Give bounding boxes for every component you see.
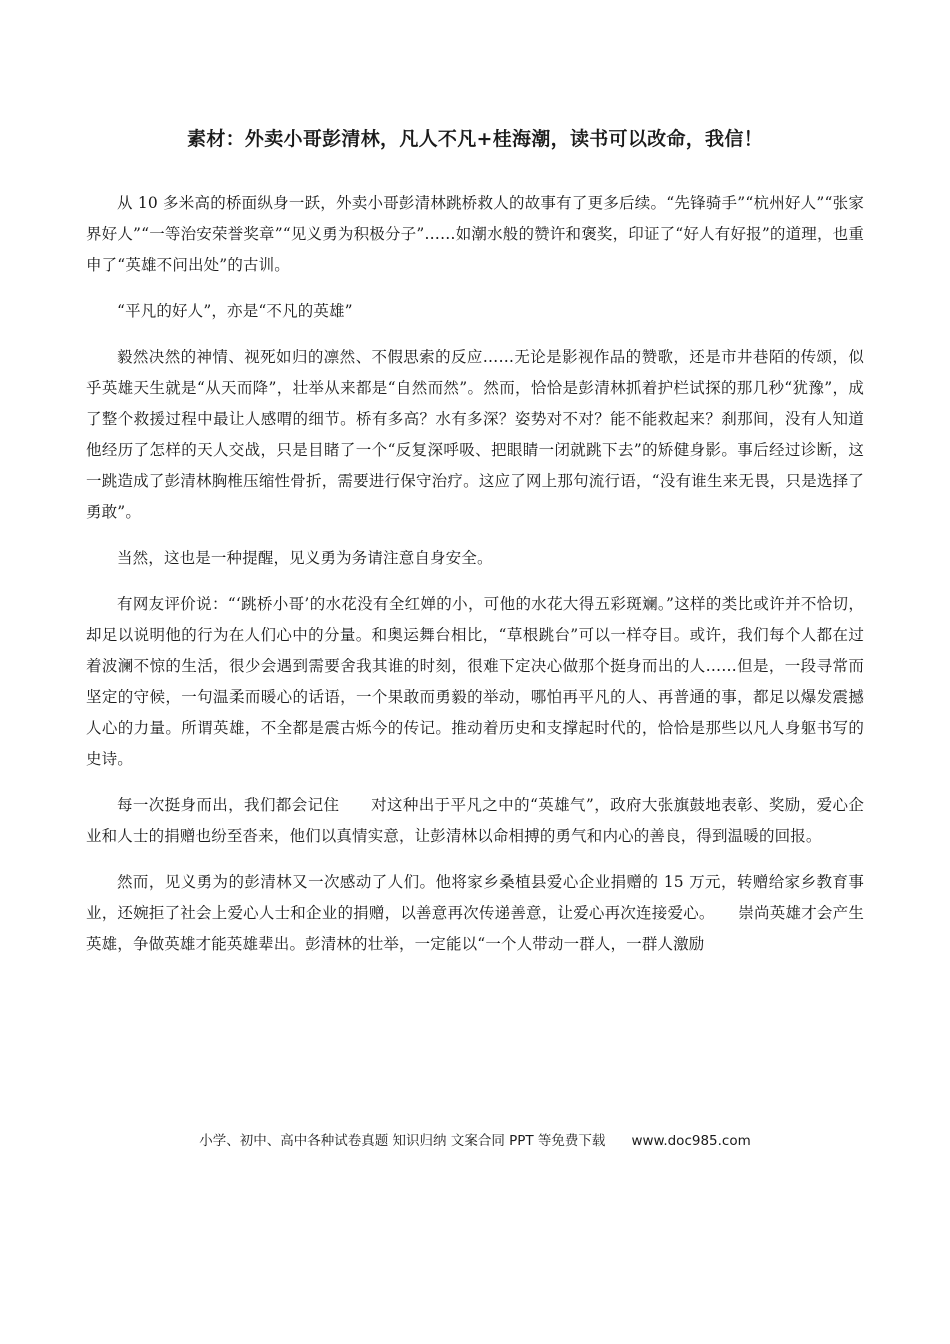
paragraph-3: 毅然决然的神情、视死如归的凛然、不假思索的反应……无论是影视作品的赞歌，还是市井巷陌的传颂，似乎英雄天生就是“从天而降”，壮举从来都是“自然而然”。然而，恰恰是彭清林抓着护栏试探的那几秒“犹豫”，成了整个救援过程中最让人感喟的细节。桥有多高？水有多深？姿势对不对？能不能救起来？刹那间，没有人知道他经历了怎样的天人交战，只是目睹了一个“反复深呼吸、把眼睛一闭就跳下去”的矫健身影。事后经过诊断，这一跳造成了彭清林胸椎压缩性骨折，需要进行保守治疗。这应了网上那句流行语，“没有谁生来无畏，只是选择了勇敢”。: [86, 348, 864, 521]
document-title: 素材：外卖小哥彭清林，凡人不凡+桂海潮，读书可以改命，我信！: [187, 128, 763, 150]
page-footer: [0, 1130, 950, 1152]
footer-text: 小学、初中、高中各种试卷真题 知识归纳 文案合同 PPT 等免费下载: [199, 1133, 606, 1149]
footer-site-link[interactable]: www.doc985.com: [631, 1133, 751, 1149]
paragraph-2-subheading: “平凡的好人”，亦是“不凡的英雄”: [117, 302, 353, 320]
paragraph-5: 有网友评价说：“‘跳桥小哥’的水花没有全红婵的小，可他的水花大得五彩斑斓。”这样的类比或许并不恰切，却足以说明他的行为在人们心中的分量。和奥运舞台相比，“草根跳台”可以一样夺目。或许，我们每个人都在过着波澜不惊的生活，很少会遇到需要舍我其谁的时刻，很难下定决心做那个挺身而出的人……但是，一段寻常而坚定的守候，一句温柔而暖心的话语，一个果敢而勇毅的举动，哪怕再平凡的人、再普通的事，都足以爆发震撼人心的力量。所谓英雄，不全都是震古烁今的传记。推动着历史和支撑起时代的，恰恰是那些以凡人身躯书写的史诗。: [86, 595, 864, 768]
paragraph-7: 然而，见义勇为的彭清林又一次感动了人们。他将家乡桑植县爱心企业捐赠的 15 万元，转赠给家乡教育事业，还婉拒了社会上爱心人士和企业的捐赠，以善意再次传递善意，让爱心再次连接爱心。 崇尚英雄才会产生英雄，争做英雄才能英雄辈出。彭清林的壮举，一定能以“一个人带动一群人，一群人激励: [86, 873, 864, 953]
paragraph-6: 每一次挺身而出，我们都会记住 对这种出于平凡之中的“英雄气”，政府大张旗鼓地表彰、奖励，爱心企业和人士的捐赠也纷至沓来，他们以真情实意，让彭清林以命相搏的勇气和内心的善良，得到温暖的回报。: [86, 796, 864, 845]
paragraph-4: 当然，这也是一种提醒，见义勇为务请注意自身安全。: [117, 549, 493, 567]
document-body: [86, 188, 864, 975]
paragraph-1: 从 10 多米高的桥面纵身一跃，外卖小哥彭清林跳桥救人的故事有了更多后续。“先锋骑手”“杭州好人”“张家界好人”“一等治安荣誉奖章”“见义勇为积极分子”……如潮水般的赞许和褒奖，印证了“好人有好报”的道理，也重申了“英雄不问出处”的古训。: [86, 194, 864, 274]
